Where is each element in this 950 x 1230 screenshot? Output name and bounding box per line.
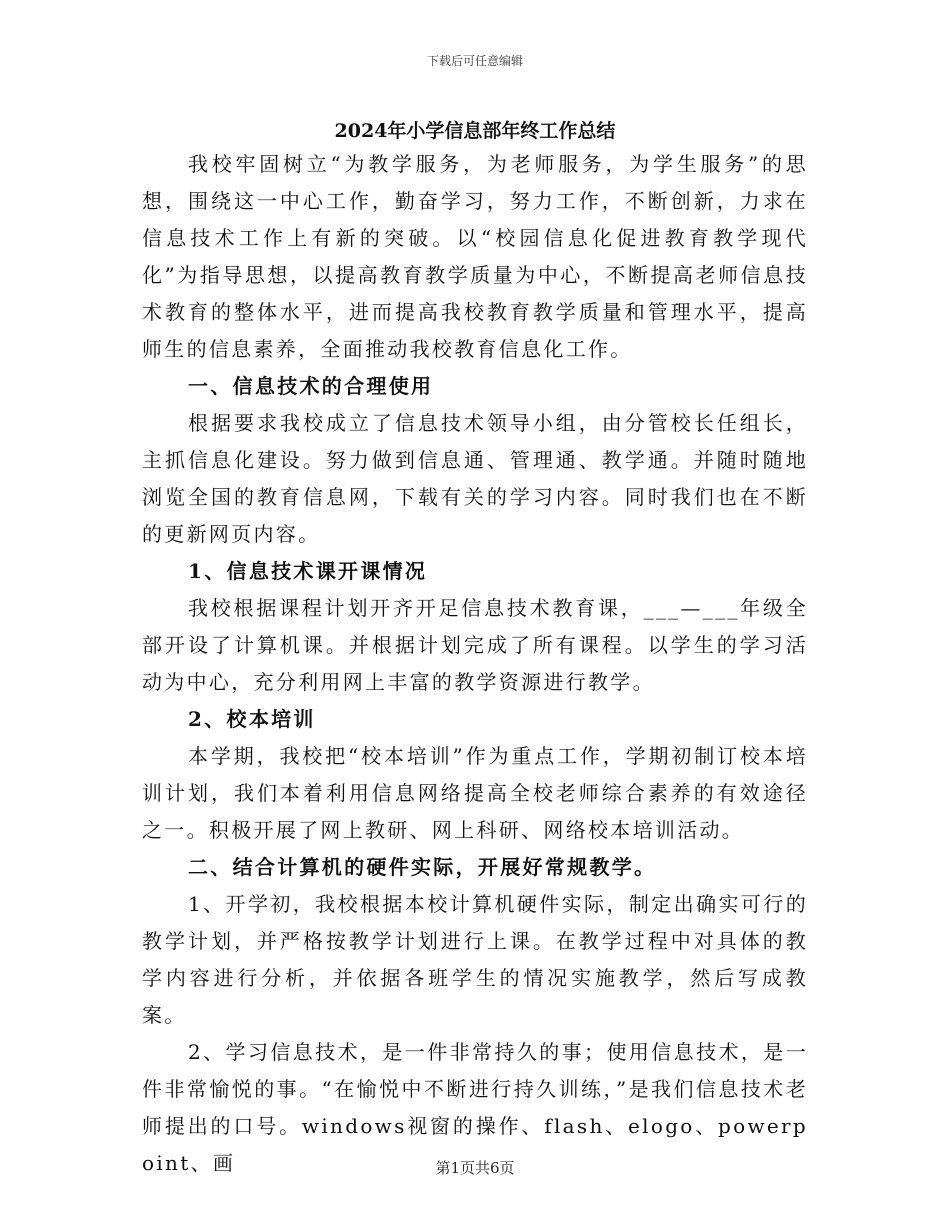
page-header-note: 下载后可任意编辑 <box>426 54 523 68</box>
document-title: 2024年小学信息部年终工作总结 <box>334 120 616 142</box>
page-number: 第1页共6页 <box>435 1159 515 1177</box>
subheading-course-status: 1、信息技术课开课情况 <box>188 559 428 583</box>
section-2-item-2: 2、学习信息技术，是一件非常持久的事；使用信息技术，是一件非常愉悦的事。“在愉悦中不断进行持久训练，”是我们信息技术老师提出的口号。windows视窗的操作、flash、elogo、powerpoint、画 <box>142 1040 808 1175</box>
subheading-school-training: 2、校本培训 <box>188 707 316 731</box>
section-heading-2: 二、结合计算机的硬件实际，开展好常规教学。 <box>188 855 657 879</box>
intro-paragraph: 我校牢固树立“为教学服务，为老师服务，为学生服务”的思想，围绕这一中心工作，勤奋学习，努力工作，不断创新，力求在信息技术工作上有新的突破。以“校园信息化促进教育教学现代化”为指导思想，以提高教育教学质量为中心，不断提高老师信息技术教育的整体水平，进而提高我校教育教学质量和管理水平，提高师生的信息素养，全面推动我校教育信息化工作。 <box>142 152 808 361</box>
document-body <box>142 146 808 1182</box>
section-2-item-1: 1、开学初，我校根据本校计算机硬件实际，制定出确实可行的教学计划，并严格按教学计划进行上课。在教学过程中对具体的教学内容进行分析，并依据各班学生的情况实施教学，然后写成教案。 <box>142 892 808 1027</box>
section-heading-1: 一、信息技术的合理使用 <box>188 374 434 398</box>
course-status-paragraph: 我校根据课程计划开齐开足信息技术教育课，___—___年级全部开设了计算机课。并根据计划完成了所有课程。以学生的学习活动为中心，充分利用网上丰富的教学资源进行教学。 <box>142 596 808 694</box>
section-1-paragraph: 根据要求我校成立了信息技术领导小组，由分管校长任组长，主抓信息化建设。努力做到信息通、管理通、教学通。并随时随地浏览全国的教育信息网，下载有关的学习内容。同时我们也在不断的更新网页内容。 <box>142 411 808 546</box>
school-training-paragraph: 本学期，我校把“校本培训”作为重点工作，学期初制订校本培训计划，我们本着利用信息网络提高全校老师综合素养的有效途径之一。积极开展了网上教研、网上科研、网络校本培训活动。 <box>142 744 808 842</box>
